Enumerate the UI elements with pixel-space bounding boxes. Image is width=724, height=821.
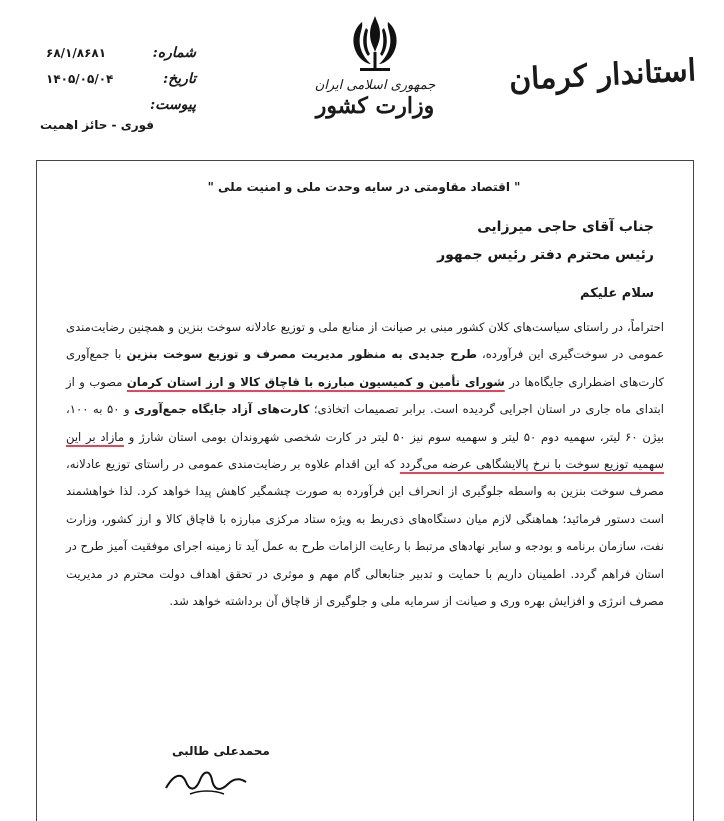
recipient-name: جناب آقای حاجی میرزایی — [477, 219, 654, 235]
priority-note: فوری - حائز اهمیت — [40, 118, 155, 132]
date-label: تاریخ: — [162, 71, 196, 87]
body-bold-cards: کارت‌های آزاد جایگاه جمع‌آوری — [134, 402, 310, 417]
attachment-label: پیوست: — [150, 97, 196, 113]
number-row — [46, 40, 196, 66]
motto: " اقتصاد مقاومتی در سایه وحدت ملی و امنیت ملی " — [207, 180, 521, 194]
recipient-title: رئیس محترم دفتر رئیس جمهور — [437, 247, 654, 263]
body-bold-plan: طرح جدیدی به منظور مدیریت مصرف و توزیع سوخت بنزین — [126, 347, 477, 362]
attachment-row — [46, 92, 196, 118]
signer-name: محمدعلی طالبی — [172, 744, 270, 758]
letter-meta — [46, 40, 196, 118]
body-part-1: احتراماً، در راستای سیاست‌های کلان کشور مبنی بر صیانت از منابع ملی و توزیع عادلانه سوخت بنزین و همچنین رضایت‌مندی عمومی در سوخت‌گیری این فرآورده، — [66, 320, 664, 362]
body-underlined-quota: مازاد بر این سهمیه توزیع سوخت با نرخ پالایشگاهی عرضه می‌گردد — [66, 429, 665, 472]
province-title: استاندار کرمان — [508, 53, 697, 98]
country-name: جمهوری اسلامی ایران — [314, 78, 436, 93]
body-bold-council: شورای تأمین و کمیسیون مبارزه با قاچاق کالا و ارز استان کرمان — [126, 374, 505, 389]
date-value: ۱۴۰۵/۰۵/۰۴ — [46, 72, 114, 86]
handwritten-signature — [160, 764, 250, 798]
body-part-4: و ۵۰ به ۱۰۰، بیژن ۶۰ لیتر، سهمیه دوم ۵۰ لیتر و سهمیه سوم نیز ۵۰ لیتر در کارت شخصی شهروندان بومی استان شارژ و — [66, 402, 664, 444]
body-part-5: که این اقدام علاوه بر رضایت‌مندی عمومی در راستای توزیع عادلانه، مصرف سوخت بنزین به واسطه جلوگیری از انحراف این فرآورده به صورت چشمگیر کاهش پیدا خواهد کرد. لذا خواهشمند است دستور فرمائید؛ هماهنگی لازم میان دستگاه‌های ذی‌ربط به ویژه ستاد مرکزی مبارزه با قاچاق کالا و ارز کشور، وزارت نفت، سازمان برنامه و بودجه و سایر نهادهای مرتبط با رعایت الزامات طرح به عمل آید تا زمینه اجرای موفقیت آمیز طرح در استان فراهم گردد. اطمینان داریم با حمایت و تدبیر جنابعالی گام مهم و موثری در تحقق اهداف دولت محترم در مدیریت مصرف انرژی و افزایش بهره وری و صیانت از سرمایه ملی و جلوگیری از قاچاق آن برداشته خواهد شد. — [66, 457, 664, 609]
iran-emblem-icon — [340, 12, 410, 76]
body-part-3: مصوب و از ابتدای ماه جاری در استان اجرایی گردیده است. برابر تصمیمات اتخاذی؛ — [66, 374, 664, 417]
number-value: ۶۸/۱/۸۶۸۱ — [46, 46, 107, 60]
ministry-name: وزارت کشور — [315, 93, 435, 119]
body-part-2: با جمع‌آوری کارت‌های اضطراری جایگاه‌ها در — [66, 347, 664, 389]
recipient-block — [437, 213, 654, 269]
greeting: سلام علیکم — [580, 286, 654, 301]
date-row — [46, 66, 196, 92]
letterhead-emblem-block — [300, 12, 450, 152]
number-label: شماره: — [152, 45, 196, 61]
letter-body — [66, 314, 664, 615]
